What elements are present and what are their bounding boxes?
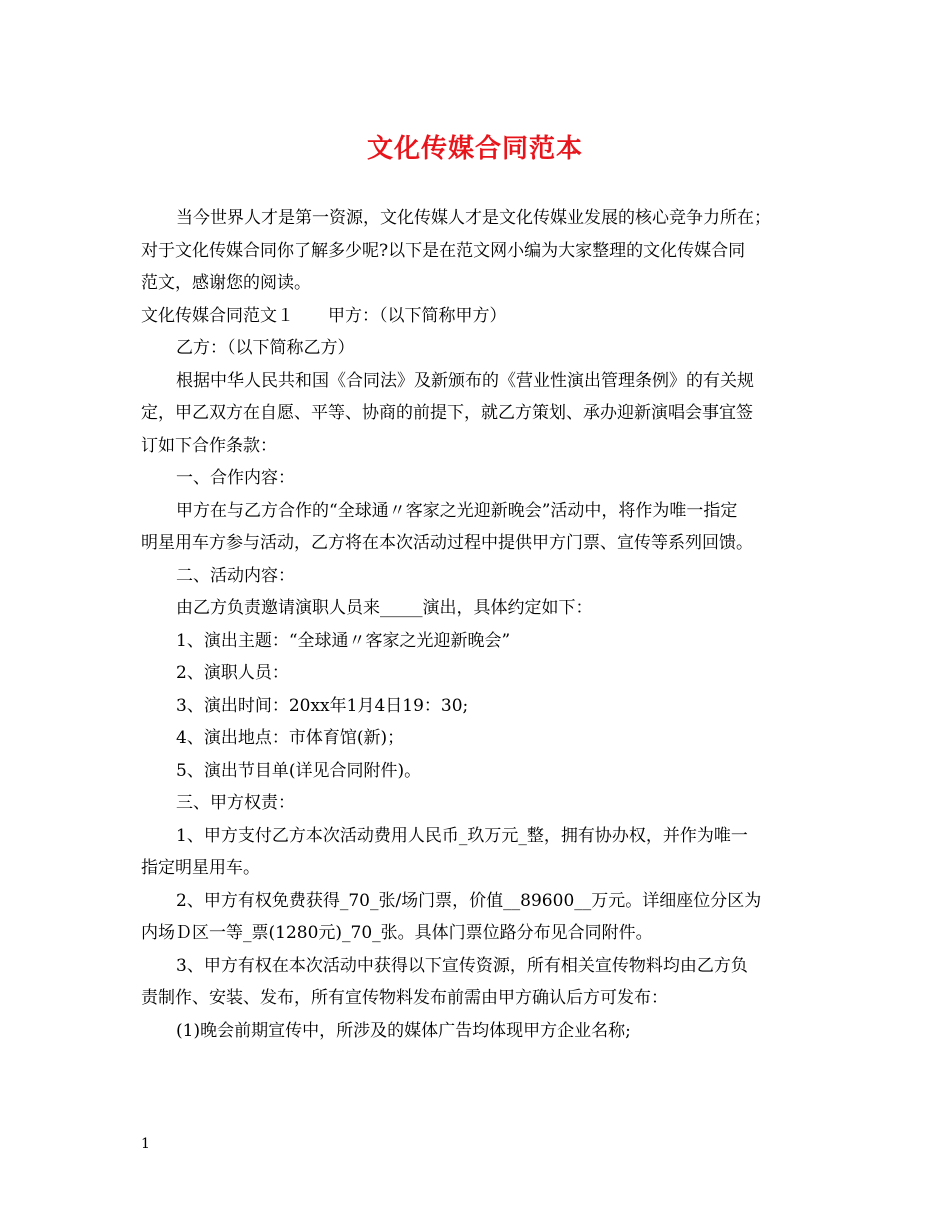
section-heading: 一、合作内容：: [176, 468, 295, 488]
list-item: (1)晚会前期宣传中，所涉及的媒体广告均体现甲方企业名称;: [176, 1020, 631, 1041]
body-line: 指定明星用车。: [141, 858, 260, 878]
body-line: 根据中华人民共和国《合同法》及新颁布的《营业性演出管理条例》的有关规: [176, 370, 754, 391]
list-item: 4、演出地点：市体育馆(新)；: [176, 728, 405, 748]
body-line: 对于文化传媒合同你了解多少呢?以下是在范文网小编为大家整理的文化传媒合同: [141, 240, 746, 261]
body-line: 乙方：（以下简称乙方）: [176, 338, 355, 358]
body-line: 甲方在与乙方合作的“全球通〃客家之光迎新晚会”活动中，将作为唯一指定: [176, 500, 738, 521]
list-item: 5、演出节目单(详见合同附件)。: [176, 760, 422, 781]
page-number: 1: [141, 1136, 150, 1152]
body-line: 责制作、安装、发布，所有宣传物料发布前需由甲方确认后方可发布：: [141, 988, 668, 1008]
section-heading: 二、活动内容：: [176, 565, 295, 586]
list-item: 2、演职人员：: [176, 663, 289, 683]
list-item: 3、甲方有权在本次活动中获得以下宣传资源，所有相关宣传物料均由乙方负: [176, 955, 748, 976]
list-item: 2、甲方有权免费获得_70_张/场门票，价值__89600__万元。详细座位分区为: [176, 890, 762, 911]
list-item: 3、演出时间：20xx年1月4日19：30;: [176, 695, 469, 716]
document-body: [141, 202, 821, 1047]
document-title: 文化传媒合同范本: [366, 134, 583, 164]
body-line: 内场Ｄ区一等_票(1280元)_70_张。具体门票位路分布见合同附件。: [141, 923, 653, 943]
body-line: 由乙方负责邀请演职人员来_____演出，具体约定如下：: [176, 598, 593, 618]
list-item: 1、甲方支付乙方本次活动费用人民币_玖万元_整，拥有协办权，并作为唯一: [176, 825, 748, 846]
body-line: 订如下合作条款：: [141, 435, 277, 456]
body-line: 明星用车方参与活动，乙方将在本次活动过程中提供甲方门票、宣传等系列回馈。: [141, 533, 753, 553]
body-line: 当今世界人才是第一资源，文化传媒人才是文化传媒业发展的核心竞争力所在；: [176, 208, 771, 228]
body-line: 范文，感谢您的阅读。: [141, 273, 311, 293]
body-line: 文化传媒合同范文１ 甲方：（以下简称甲方）: [141, 305, 507, 326]
section-heading: 三、甲方权责：: [176, 793, 295, 813]
list-item: 1、演出主题：“全球通〃客家之光迎新晚会”: [176, 630, 511, 651]
body-line: 定，甲乙双方在自愿、平等、协商的前提下，就乙方策划、承办迎新演唱会事宜签: [141, 403, 753, 423]
